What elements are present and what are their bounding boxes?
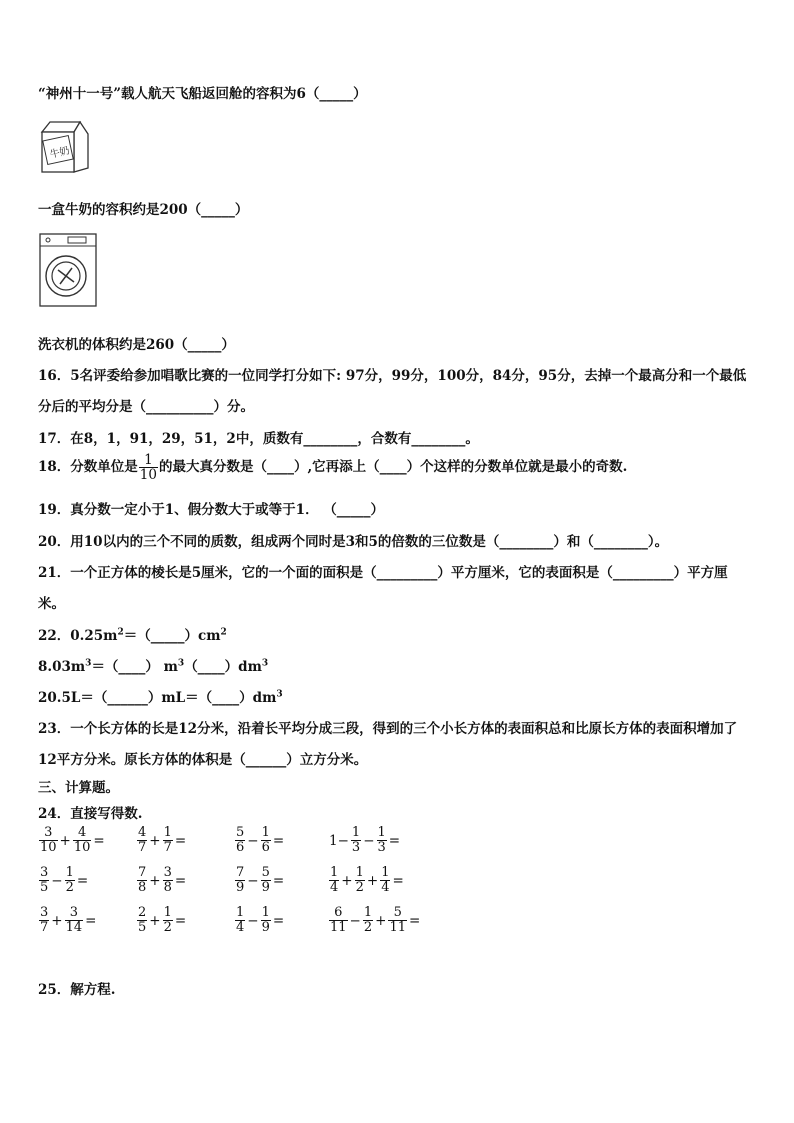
calc-fraction-den: 7 — [40, 920, 49, 935]
calc-fraction-num: 4 — [138, 825, 147, 840]
calc-fraction-num: 2 — [138, 905, 147, 920]
calc-fraction-num: 1 — [236, 905, 245, 920]
sup-3: 3 — [276, 689, 283, 700]
question-18 — [38, 453, 627, 482]
calc-fraction — [137, 906, 147, 935]
calc-fraction — [261, 906, 271, 935]
calc-fraction — [388, 906, 407, 935]
calc-operator: − — [247, 912, 259, 929]
calc-fraction-den: 2 — [363, 920, 373, 935]
washing-machine-icon — [38, 232, 100, 308]
q18-fraction-den: 10 — [139, 467, 157, 483]
calc-operator: = — [392, 872, 404, 889]
calc-fraction — [351, 826, 361, 855]
calc-fraction-num: 7 — [236, 865, 245, 880]
question-shenzhou: “神州十一号”载人航天飞船返回舱的容积为6（_____） — [38, 86, 367, 102]
calc-fraction — [235, 906, 245, 935]
calc-fraction-den: 5 — [138, 920, 147, 935]
calc-fraction-num: 3 — [40, 905, 49, 920]
milk-carton-icon — [36, 118, 96, 174]
calc-fraction-den: 2 — [163, 920, 172, 935]
calc-fraction — [137, 866, 147, 895]
calc-operator: − — [51, 872, 63, 889]
calc-operator: = — [272, 912, 285, 929]
calc-expression — [234, 866, 285, 895]
q18-fraction-num: 1 — [139, 453, 158, 468]
calc-fraction — [39, 826, 58, 855]
calc-fraction-num: 5 — [388, 906, 407, 921]
calc-fraction-num: 6 — [329, 906, 348, 921]
sup-2: 2 — [117, 627, 124, 638]
calc-fraction-num: 1 — [355, 865, 364, 880]
calc-fraction-den: 4 — [236, 920, 245, 935]
calc-fraction-den: 11 — [330, 920, 347, 935]
calc-fraction-num: 1 — [163, 905, 172, 920]
calc-fraction-num: 3 — [163, 865, 172, 880]
question-24: 24．直接写得数. — [38, 806, 143, 822]
calc-fraction — [163, 826, 173, 855]
calc-operator: = — [409, 912, 421, 929]
calc-fraction-num: 1 — [363, 905, 373, 920]
calc-fraction — [235, 826, 245, 855]
question-23-line2: 12平方分米。原长方体的体积是（______）立方分米。 — [38, 752, 368, 768]
calc-operator: + — [51, 912, 63, 929]
calc-fraction-num: 1 — [65, 865, 74, 880]
calc-operator: + — [149, 832, 161, 849]
calc-fraction-den: 2 — [65, 880, 74, 895]
calc-operator: + — [149, 872, 161, 889]
calc-fraction-den: 4 — [330, 880, 339, 895]
calc-fraction-num: 1 — [163, 825, 172, 840]
question-milk: 一盒牛奶的容积约是200（_____） — [38, 202, 249, 218]
calc-fraction-den: 7 — [138, 840, 147, 855]
calc-expression — [234, 906, 285, 935]
calc-fraction-den: 3 — [351, 840, 361, 855]
calc-operator: + — [149, 912, 161, 929]
calc-fraction-den: 10 — [40, 840, 57, 855]
calc-fraction-den: 8 — [163, 880, 172, 895]
question-16-line2: 分后的平均分是（__________）分。 — [38, 399, 254, 415]
question-22c — [38, 686, 283, 706]
calc-fraction-den: 9 — [261, 880, 270, 895]
calc-expression — [234, 826, 285, 855]
calc-fraction-den: 10 — [73, 840, 91, 855]
calc-fraction-den: 3 — [377, 840, 386, 855]
sup-3: 3 — [261, 658, 269, 669]
question-20: 20．用10以内的三个不同的质数，组成两个同时是3和5的倍数的三位数是（________）和（________）。 — [38, 534, 669, 550]
calc-expression — [136, 906, 187, 935]
calc-operator: = — [76, 872, 89, 889]
calc-fraction-num: 3 — [40, 865, 49, 880]
q22c-pre: 20.5L＝（______）mL＝（____）dm — [38, 690, 277, 706]
calc-fraction — [329, 906, 348, 935]
calc-fraction — [39, 906, 49, 935]
calc-fraction — [377, 826, 387, 855]
calc-operator: + — [366, 872, 379, 889]
question-22a — [38, 624, 227, 644]
q22a-post: ＝（_____）cm — [123, 628, 221, 644]
question-washer: 洗衣机的体积约是260（_____） — [38, 337, 235, 353]
calc-fraction-den: 9 — [261, 920, 270, 935]
calc-fraction-num: 1 — [381, 865, 390, 880]
calc-operator: = — [174, 912, 187, 929]
calc-fraction-num: 3 — [65, 906, 84, 921]
calc-fraction — [363, 906, 373, 935]
calc-fraction-num: 1 — [261, 825, 270, 840]
calc-operator: + — [341, 872, 353, 889]
calc-expression — [136, 826, 187, 855]
calc-expression — [136, 866, 187, 895]
question-19: 19．真分数一定小于1、假分数大于或等于1． （_____） — [38, 502, 385, 518]
question-21-line1: 21．一个正方体的棱长是5厘米，它的一个面的面积是（_________）平方厘米，它的表面积是（_________）平方厘 — [38, 565, 728, 581]
calc-expression — [328, 866, 405, 895]
sup-3: 3 — [177, 658, 185, 669]
q22b-pre: 8.03m — [38, 659, 86, 675]
calc-fraction — [65, 866, 75, 895]
calc-expression — [38, 866, 89, 895]
question-23-line1: 23．一个长方体的长是12分米，沿着长平均分成三段，得到的三个小长方体的表面积总和比原长方体的表面积增加了 — [38, 721, 738, 737]
calc-fraction-den: 8 — [138, 880, 147, 895]
calc-operator: − — [247, 872, 259, 889]
calc-fraction-den: 9 — [236, 880, 245, 895]
calc-fraction-den: 4 — [381, 880, 390, 895]
q18-post: 的最大真分数是（____）,它再添上（____）个这样的分数单位就是最小的奇数. — [158, 459, 628, 475]
q18-pre: 18．分数单位是 — [38, 459, 138, 475]
calc-fraction-num: 1 — [351, 825, 361, 840]
calc-fraction-den: 2 — [355, 880, 364, 895]
calc-operator: = — [85, 912, 97, 929]
calc-operator: = — [272, 872, 285, 889]
calc-operator: + — [59, 832, 71, 849]
calc-fraction — [163, 906, 173, 935]
calc-expression — [38, 906, 97, 935]
calc-fraction-num: 5 — [261, 865, 270, 880]
calc-fraction — [137, 826, 147, 855]
question-21-line2: 米。 — [38, 596, 65, 612]
calc-fraction-num: 1 — [377, 825, 386, 840]
q22a-pre: 22．0.25m — [38, 628, 118, 644]
calc-fraction-num: 1 — [330, 865, 339, 880]
calc-fraction-den: 5 — [40, 880, 49, 895]
calc-fraction — [39, 866, 49, 895]
q18-fraction — [139, 453, 158, 482]
calc-fraction-num: 1 — [261, 905, 270, 920]
calc-fraction — [261, 866, 271, 895]
question-22b — [38, 655, 268, 675]
q22b-mid2: （____）dm — [184, 659, 262, 675]
calc-fraction — [329, 866, 339, 895]
calc-fraction — [261, 826, 271, 855]
calc-expression — [38, 826, 106, 855]
calc-operator: = — [93, 832, 105, 849]
calc-operator: 1− — [329, 832, 349, 849]
sup-2: 2 — [220, 627, 227, 638]
question-25: 25．解方程. — [38, 982, 116, 998]
question-16-line1: 16．5名评委给参加唱歌比赛的一位同学打分如下: 97分，99分，100分，84分，95分，去掉一个最高分和一个最低 — [38, 368, 747, 384]
calc-fraction-den: 11 — [389, 920, 406, 935]
q22b-mid: ＝（____） m — [91, 659, 178, 675]
calc-fraction — [163, 866, 173, 895]
calc-expression — [328, 906, 421, 935]
calc-operator: − — [247, 832, 259, 849]
question-17: 17．在8，1，91，29，51，2中，质数有________，合数有________。 — [38, 431, 479, 447]
calc-fraction-den: 14 — [65, 920, 83, 935]
calc-fraction-den: 7 — [163, 840, 172, 855]
calc-operator: + — [375, 912, 387, 929]
calc-fraction-den: 6 — [261, 840, 270, 855]
calc-fraction-den: 6 — [236, 840, 245, 855]
sup-3: 3 — [85, 658, 92, 669]
calc-fraction-num: 5 — [236, 825, 245, 840]
calc-fraction — [235, 866, 245, 895]
calc-operator: − — [363, 832, 375, 849]
calc-fraction — [73, 826, 92, 855]
calc-operator: − — [349, 912, 361, 929]
calc-operator: = — [174, 872, 187, 889]
calc-fraction — [380, 866, 390, 895]
calc-operator: = — [174, 832, 187, 849]
calc-expression — [328, 826, 401, 855]
calc-operator: = — [388, 832, 401, 849]
milk-label: 牛奶 — [48, 145, 71, 161]
calc-fraction — [355, 866, 365, 895]
section-3-heading: 三、计算题。 — [38, 780, 119, 796]
calc-operator: = — [272, 832, 285, 849]
calc-fraction — [65, 906, 84, 935]
calc-fraction-num: 4 — [73, 826, 92, 841]
calc-fraction-num: 7 — [138, 865, 147, 880]
calc-fraction-num: 3 — [39, 826, 58, 841]
